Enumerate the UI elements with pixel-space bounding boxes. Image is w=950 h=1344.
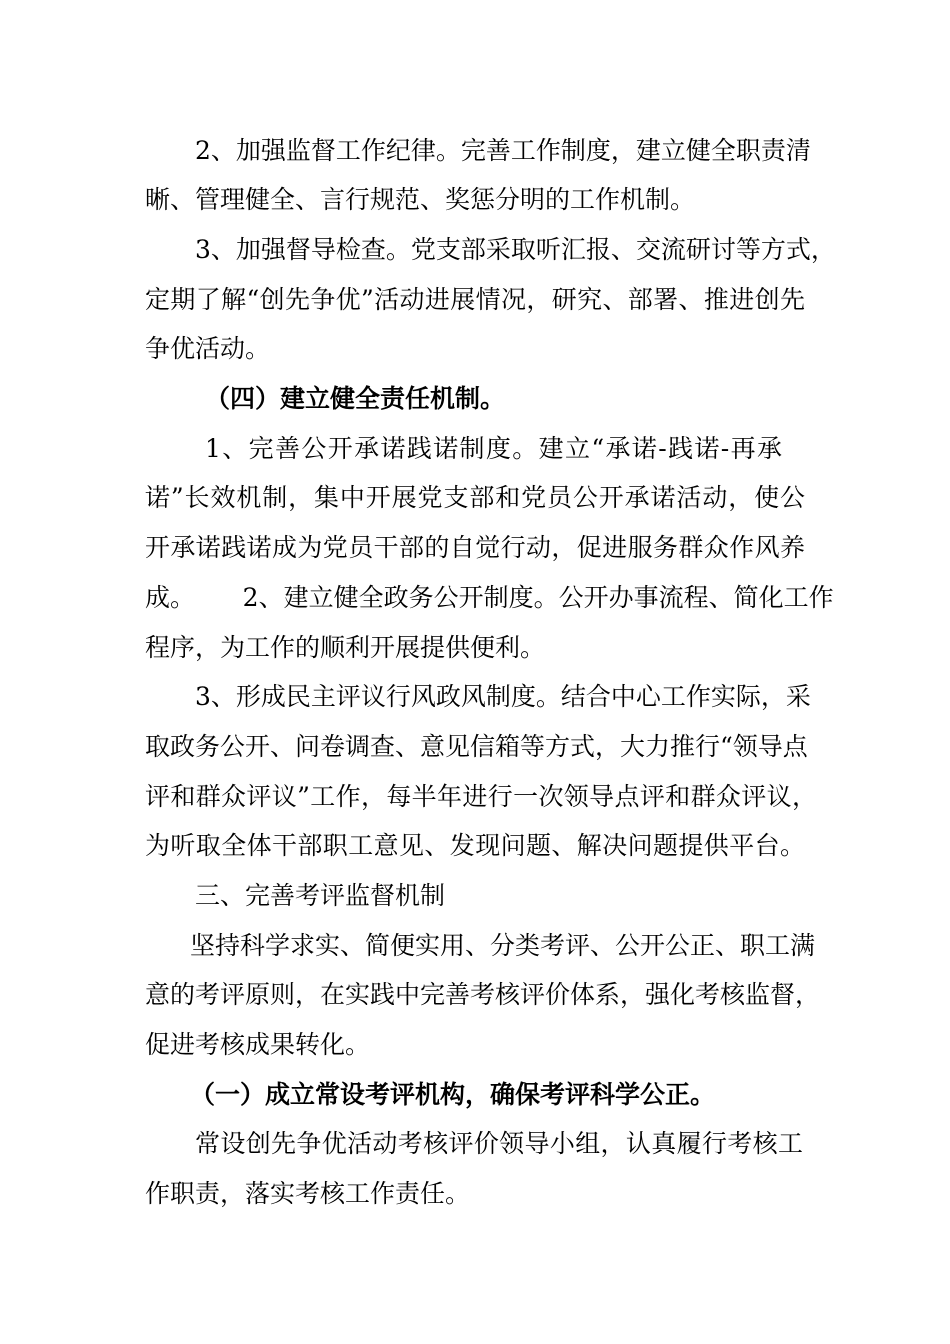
paragraph-line: 诺”长效机制，集中开展党支部和党员公开承诺活动，使公 xyxy=(145,483,805,512)
paragraph-line: 晰、管理健全、言行规范、奖惩分明的工作机制。 xyxy=(145,185,696,214)
paragraph-line: 为听取全体干部职工意见、发现问题、解决问题提供平台。 xyxy=(145,831,805,860)
paragraph-line: 开承诺践诺成为党员干部的自觉行动，促进服务群众作风养 xyxy=(145,533,805,562)
paragraph-line: 定期了解“创先争优”活动进展情况，研究、部署、推进创先 xyxy=(145,285,805,314)
section-heading: （一）成立常设考评机构，确保考评科学公正。 xyxy=(190,1080,716,1109)
paragraph-line: 1、完善公开承诺践诺制度。建立“承诺-践诺-再承 xyxy=(205,434,782,463)
paragraph-line: 取政务公开、问卷调查、意见信箱等方式，大力推行“领导点 xyxy=(145,732,808,761)
paragraph-line: 3、加强督导检查。党支部采取听汇报、交流研讨等方式， xyxy=(195,235,836,264)
paragraph-line: 2、加强监督工作纪律。完善工作制度，建立健全职责清 xyxy=(195,136,811,165)
paragraph-line: 常设创先争优活动考核评价领导小组，认真履行考核工 xyxy=(195,1129,803,1158)
paragraph-line: 争优活动。 xyxy=(145,334,271,363)
paragraph-line: 意的考评原则，在实践中完善考核评价体系，强化考核监督， xyxy=(145,980,821,1009)
section-heading: 三、完善考评监督机制 xyxy=(195,881,446,910)
paragraph-line: 程序，为工作的顺利开展提供便利。 xyxy=(145,633,546,662)
paragraph-line: 促进考核成果转化。 xyxy=(145,1030,371,1059)
section-heading: （四）建立健全责任机制。 xyxy=(205,384,506,413)
paragraph-line: 3、形成民主评议行风政风制度。结合中心工作实际，采 xyxy=(195,682,811,711)
paragraph-line: 坚持科学求实、简便实用、分类考评、公开公正、职工满 xyxy=(190,931,816,960)
paragraph-line: 评和群众评议”工作，每半年进行一次领导点评和群众评议， xyxy=(145,782,817,811)
paragraph-line: 成。 2、建立健全政务公开制度。公开办事流程、简化工作 xyxy=(145,583,834,612)
paragraph-line: 作职责，落实考核工作责任。 xyxy=(145,1179,471,1208)
